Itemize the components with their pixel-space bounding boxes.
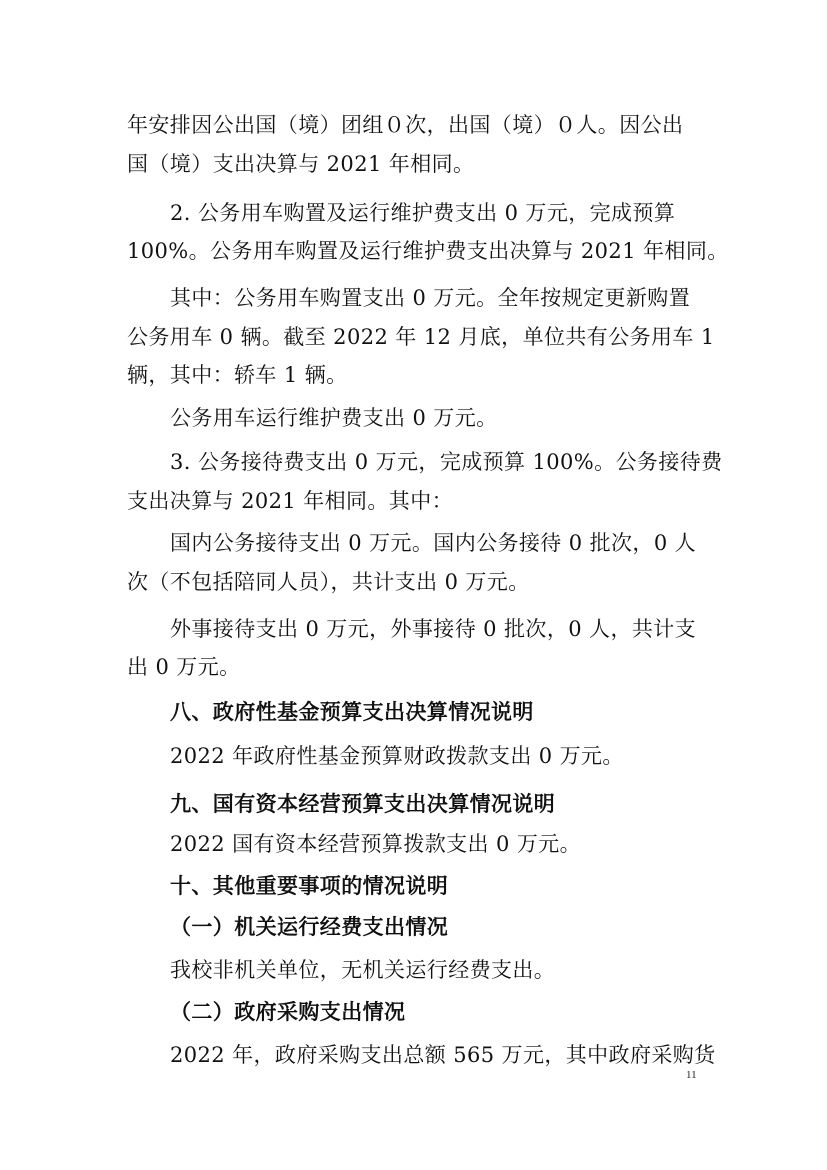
body-text-line: 外事接待支出 0 万元，外事接待 0 批次，0 人，共计支 (170, 617, 697, 641)
section-heading: 十、其他重要事项的情况说明 (170, 874, 449, 898)
body-text-line: 其中：公务用车购置支出 0 万元。全年按规定更新购置 (170, 286, 691, 310)
body-text-line: 我校非机关单位，无机关运行经费支出。 (170, 958, 556, 982)
body-text-line: 3. 公务接待费支出 0 万元，完成预算 100%。公务接待费 (170, 450, 723, 474)
body-text-line: 公务用车运行维护费支出 0 万元。 (170, 406, 498, 430)
body-text-line: 100%。公务用车购置及运行维护费支出决算与 2021 年相同。 (127, 239, 729, 263)
body-text-line: 次（不包括陪同人员），共计支出 0 万元。 (127, 570, 530, 594)
body-text-line: 2022 年政府性基金预算财政拨款支出 0 万元。 (170, 744, 624, 768)
body-text-line: 国内公务接待支出 0 万元。国内公务接待 0 批次，0 人 (170, 531, 697, 555)
section-heading: 九、国有资本经营预算支出决算情况说明 (170, 792, 556, 816)
body-text-line: 2022 国有资本经营预算拨款支出 0 万元。 (170, 832, 582, 856)
page-number: 11 (686, 1069, 697, 1081)
body-text-line: 出 0 万元。 (127, 655, 241, 679)
body-text-line: 公务用车 0 辆。截至 2022 年 12 月底，单位共有公务用车 1 (127, 325, 715, 349)
body-text-line: 2022 年，政府采购支出总额 565 万元，其中政府采购货 (170, 1043, 716, 1067)
body-text-line: 2. 公务用车购置及运行维护费支出 0 万元，完成预算 (170, 201, 676, 225)
subsection-heading: （一）机关运行经费支出情况 (170, 915, 449, 939)
section-heading: 八、政府性基金预算支出决算情况说明 (170, 700, 534, 724)
body-text-line: 辆，其中：轿车 1 辆。 (127, 363, 348, 387)
body-text-line: 支出决算与 2021 年相同。其中： (127, 489, 453, 513)
body-text-line: 年安排因公出国（境）团组０次，出国（境）０人。因公出 (127, 113, 684, 137)
subsection-heading: （二）政府采购支出情况 (170, 1000, 406, 1024)
body-text-line: 国（境）支出决算与 2021 年相同。 (127, 152, 475, 176)
